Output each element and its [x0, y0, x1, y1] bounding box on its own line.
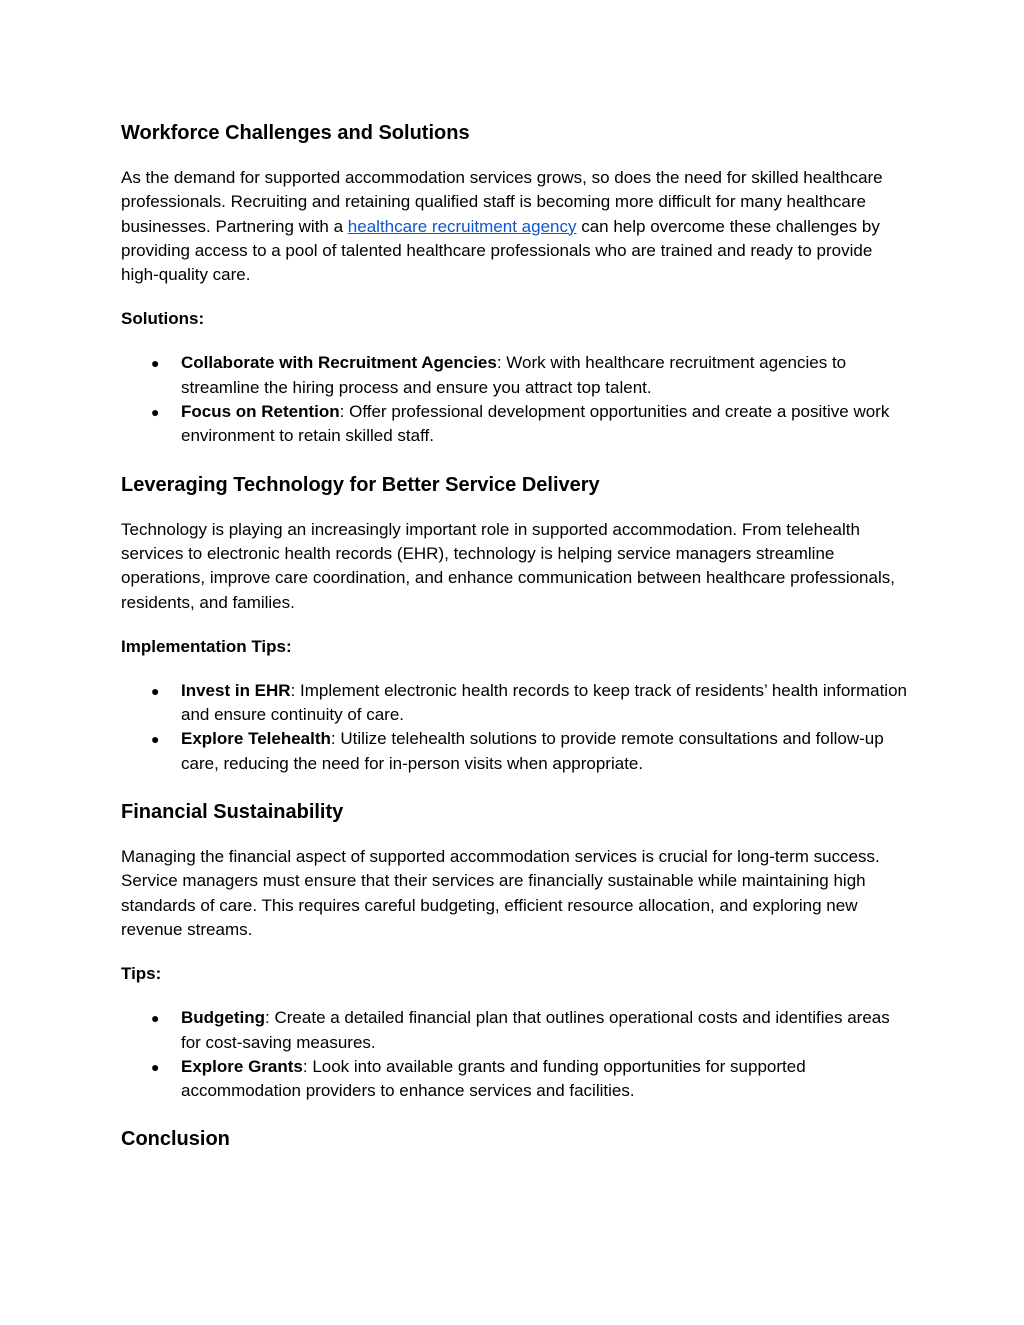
document-page: [121, 119, 911, 1153]
paragraph-workforce-text-2: can help overcome these challenges by providing access to a pool of talented healthcare professionals who are trained and ready to provide high-quality care.: [121, 216, 880, 285]
heading-conclusion: Conclusion: [121, 1128, 230, 1151]
bullet-text: : Utilize telehealth solutions to provide remote consultations and follow-up care, reducing the need for in-person visits when appropriate.: [181, 729, 884, 773]
bullet-text: : Offer professional development opportunities and create a positive work environment to retain skilled staff.: [181, 402, 890, 446]
bullet-term: Focus on Retention: [181, 402, 340, 422]
implementation-tips-list: [121, 679, 911, 776]
bullet-term: Explore Grants: [181, 1056, 303, 1076]
heading-leveraging-technology: Leveraging Technology for Better Service Delivery: [121, 473, 600, 496]
bullet-term: Budgeting: [181, 1008, 266, 1028]
bullet-icon: ●: [151, 355, 160, 372]
bullet-icon: ●: [151, 1010, 160, 1027]
bullet-term: Collaborate with Recruitment Agencies: [181, 353, 497, 373]
bullet-text: : Work with healthcare recruitment agencies to streamline the hiring process and ensure you attract top talent.: [181, 353, 847, 397]
heading-financial-sustainability: Financial Sustainability: [121, 801, 344, 824]
label-implementation-tips: Implementation Tips:: [121, 636, 292, 656]
list-item: [121, 1006, 911, 1055]
solutions-list: [121, 351, 911, 448]
list-item: [121, 1055, 911, 1104]
bullet-icon: ●: [151, 404, 160, 421]
bullet-term: Invest in EHR: [181, 680, 291, 700]
paragraph-workforce-text-1: As the demand for supported accommodation services grows, so does the need for skilled healthcare professionals. Recruiting and retaining qualified staff is becoming more difficult for many healthcare businesses. Partnering with a: [121, 168, 883, 236]
paragraph-financial: Managing the financial aspect of supported accommodation services is crucial for long-term success. Service managers must ensure that their services are financially sustainable while maintaining high standards of care. This requires careful budgeting, efficient resource allocation, and exploring new revenue streams.: [121, 847, 880, 939]
bullet-text: : Create a detailed financial plan that outlines operational costs and identifies areas for cost-saving measures.: [181, 1008, 890, 1052]
healthcare-recruitment-agency-link[interactable]: healthcare recruitment agency: [347, 216, 577, 236]
bullet-text: : Look into available grants and funding opportunities for supported accommodation providers to enhance services and facilities.: [181, 1056, 806, 1101]
list-item: [121, 679, 911, 728]
list-item: [121, 351, 911, 400]
list-item: [121, 400, 911, 449]
bullet-icon: ●: [151, 682, 160, 699]
label-solutions: Solutions:: [121, 309, 205, 329]
heading-workforce-challenges: Workforce Challenges and Solutions: [121, 122, 470, 144]
bullet-term: Explore Telehealth: [181, 729, 331, 749]
label-tips: Tips:: [121, 964, 162, 984]
bullet-icon: ●: [151, 731, 160, 748]
tips-list: [121, 1006, 911, 1103]
list-item: [121, 727, 911, 776]
bullet-text: : Implement electronic health records to keep track of residents’ health information and ensure continuity of care.: [181, 680, 907, 725]
bullet-icon: ●: [151, 1058, 160, 1075]
paragraph-technology: Technology is playing an increasingly important role in supported accommodation. From telehealth services to electronic health records (EHR), technology is helping service managers streamline operations, improve care coordination, and enhance communication between healthcare professionals, residents, and families.: [121, 519, 895, 612]
paragraph-workforce: [121, 166, 911, 287]
